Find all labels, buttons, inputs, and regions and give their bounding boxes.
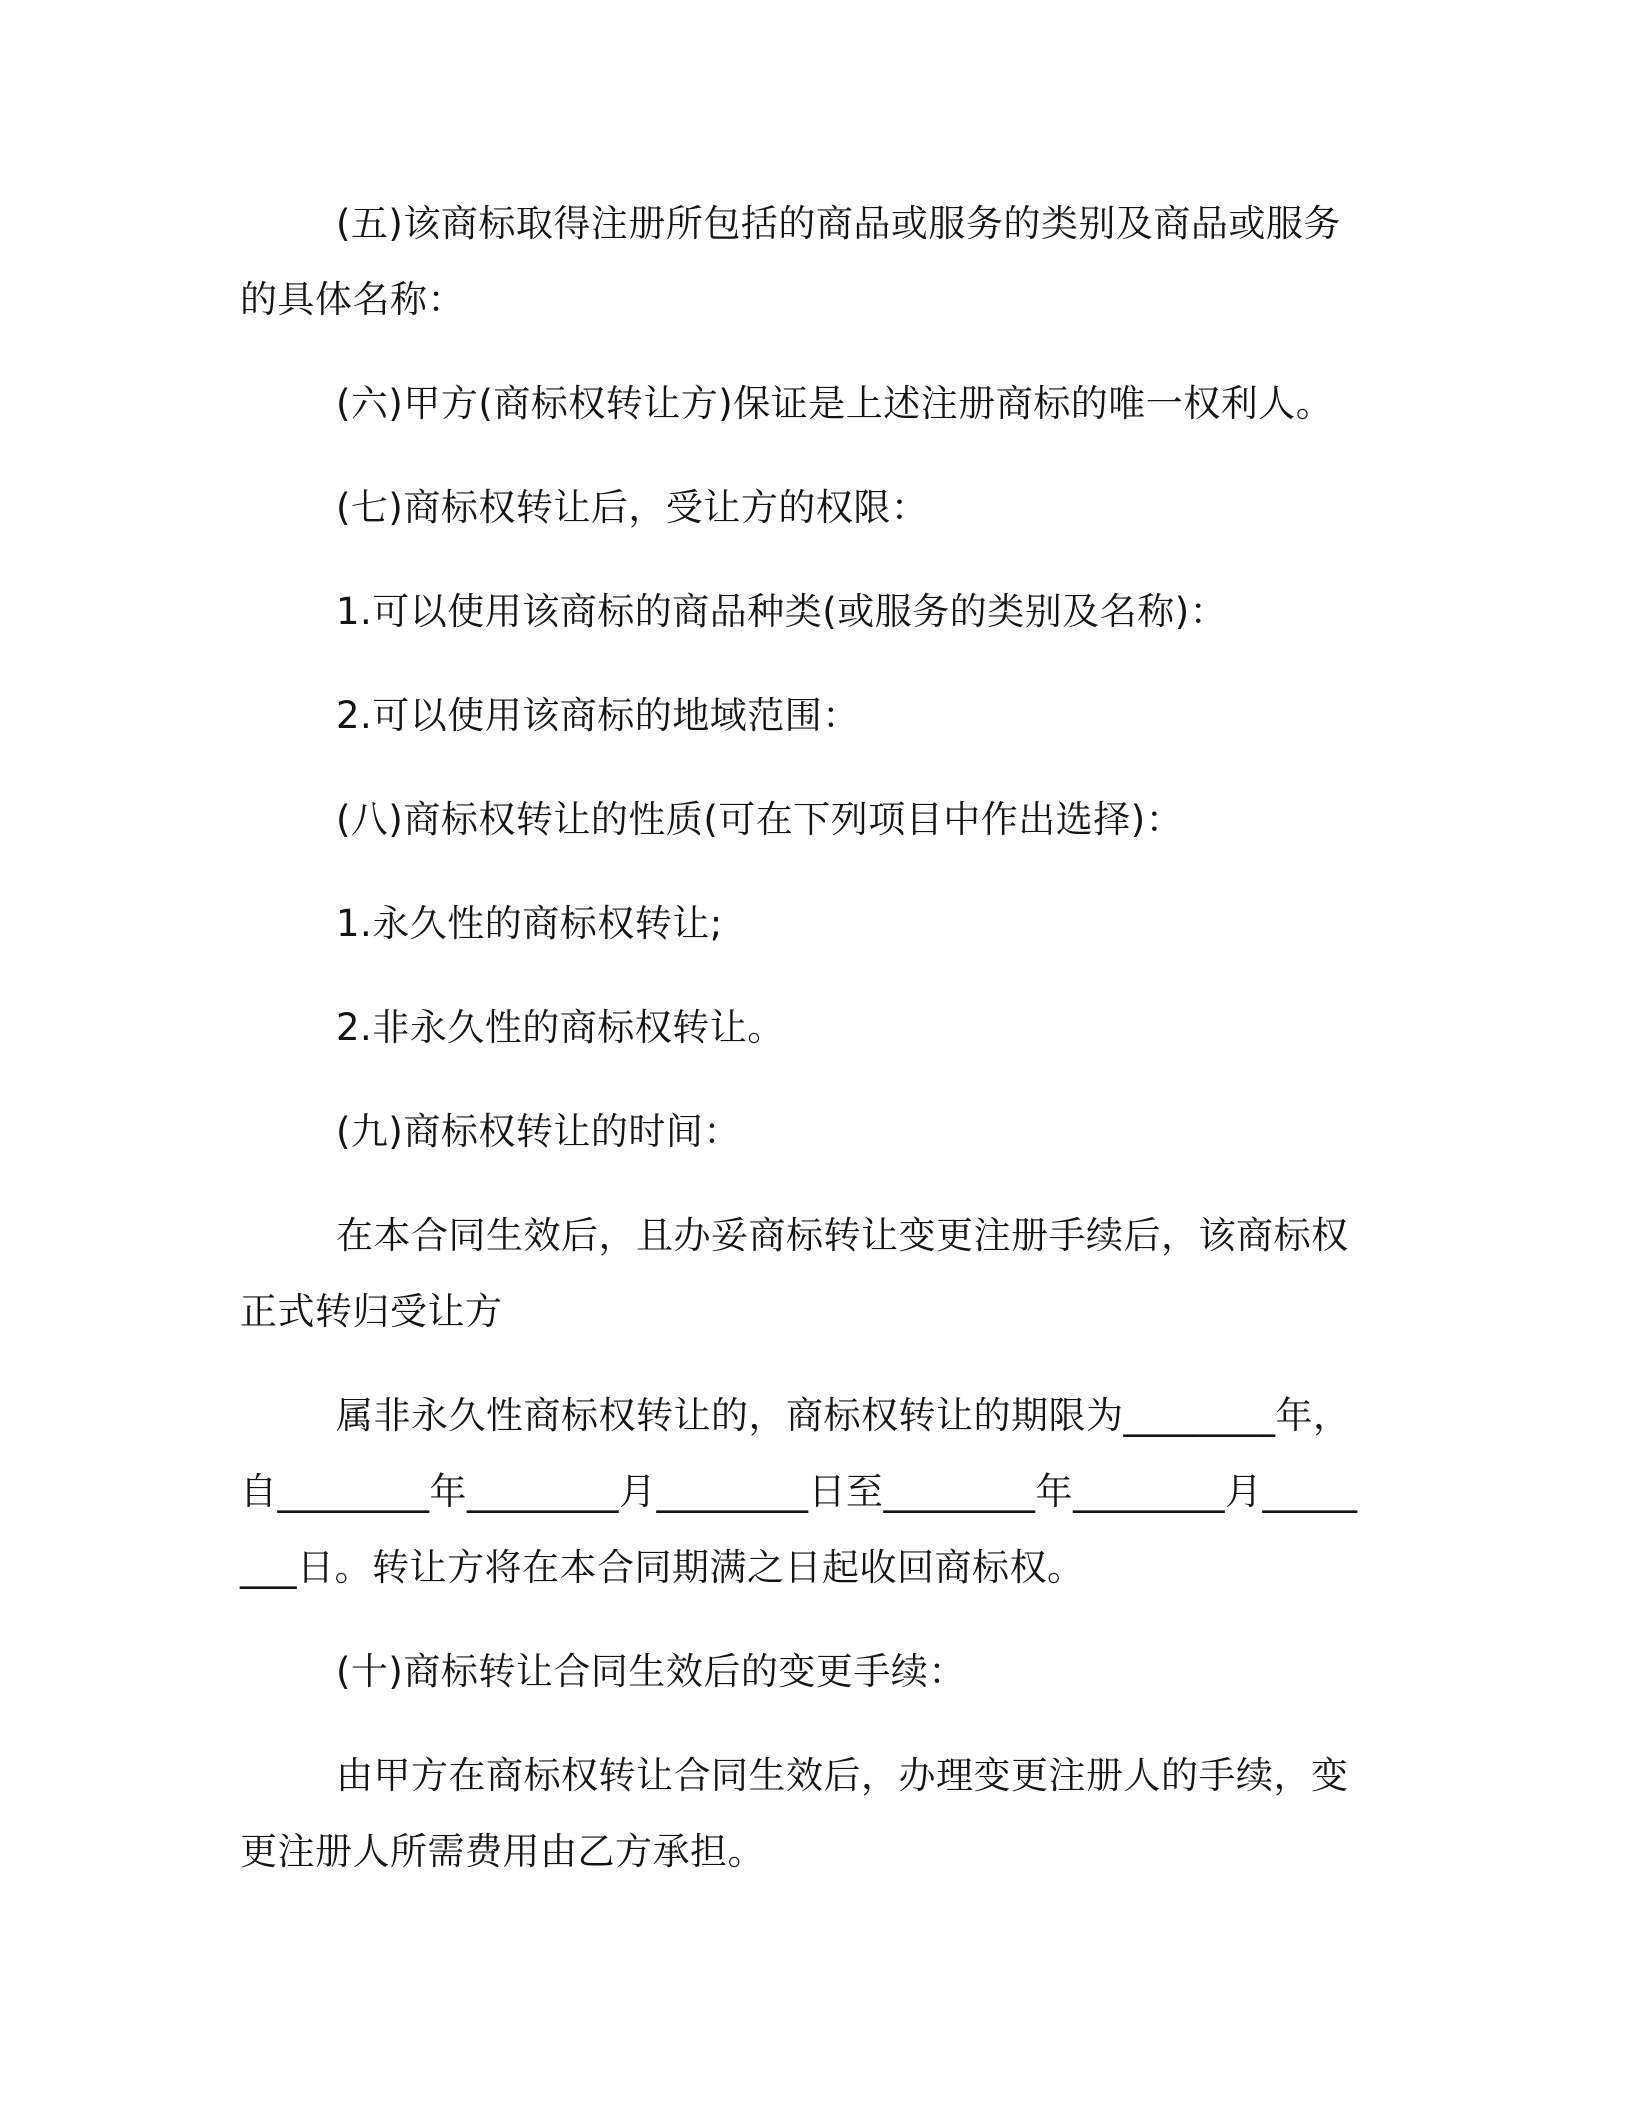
clause-10-text: 由甲方在商标权转让合同生效后，办理变更注册人的手续，变更注册人所需费用由乙方承担。: [240, 1754, 1349, 1873]
clause-7: (七)商标权转让后，受让方的权限：: [336, 486, 929, 529]
clause-5: (五)该商标取得注册所包括的商品或服务的类别及商品或服务的具体名称：: [240, 202, 1341, 321]
document-body: [240, 186, 1376, 1918]
clause-7-item-1: 1.可以使用该商标的商品种类(或服务的类别及名称)：: [336, 590, 1228, 633]
clause-9-text: 在本合同生效后，且办妥商标转让变更注册手续后，该商标权正式转归受让方: [240, 1214, 1349, 1333]
clause-8: (八)商标权转让的性质(可在下列项目中作出选择)：: [336, 798, 1184, 841]
clause-7-item-2: 2.可以使用该商标的地域范围：: [336, 694, 860, 737]
clause-9-term-text: 属非永久性商标权转让的，商标权转让的期限为________年，自________年________月________日至________年________月________日。转让方将在本合同期满之日起收回商标权。: [240, 1394, 1358, 1589]
clause-8-item-1: 1.永久性的商标权转让;: [336, 902, 723, 945]
clause-9: (九)商标权转让的时间：: [336, 1110, 741, 1153]
clause-10: (十)商标转让合同生效后的变更手续：: [336, 1650, 966, 1693]
clause-6: (六)甲方(商标权转让方)保证是上述注册商标的唯一权利人。: [336, 382, 1334, 425]
clause-8-item-2: 2.非永久性的商标权转让。: [336, 1006, 785, 1049]
